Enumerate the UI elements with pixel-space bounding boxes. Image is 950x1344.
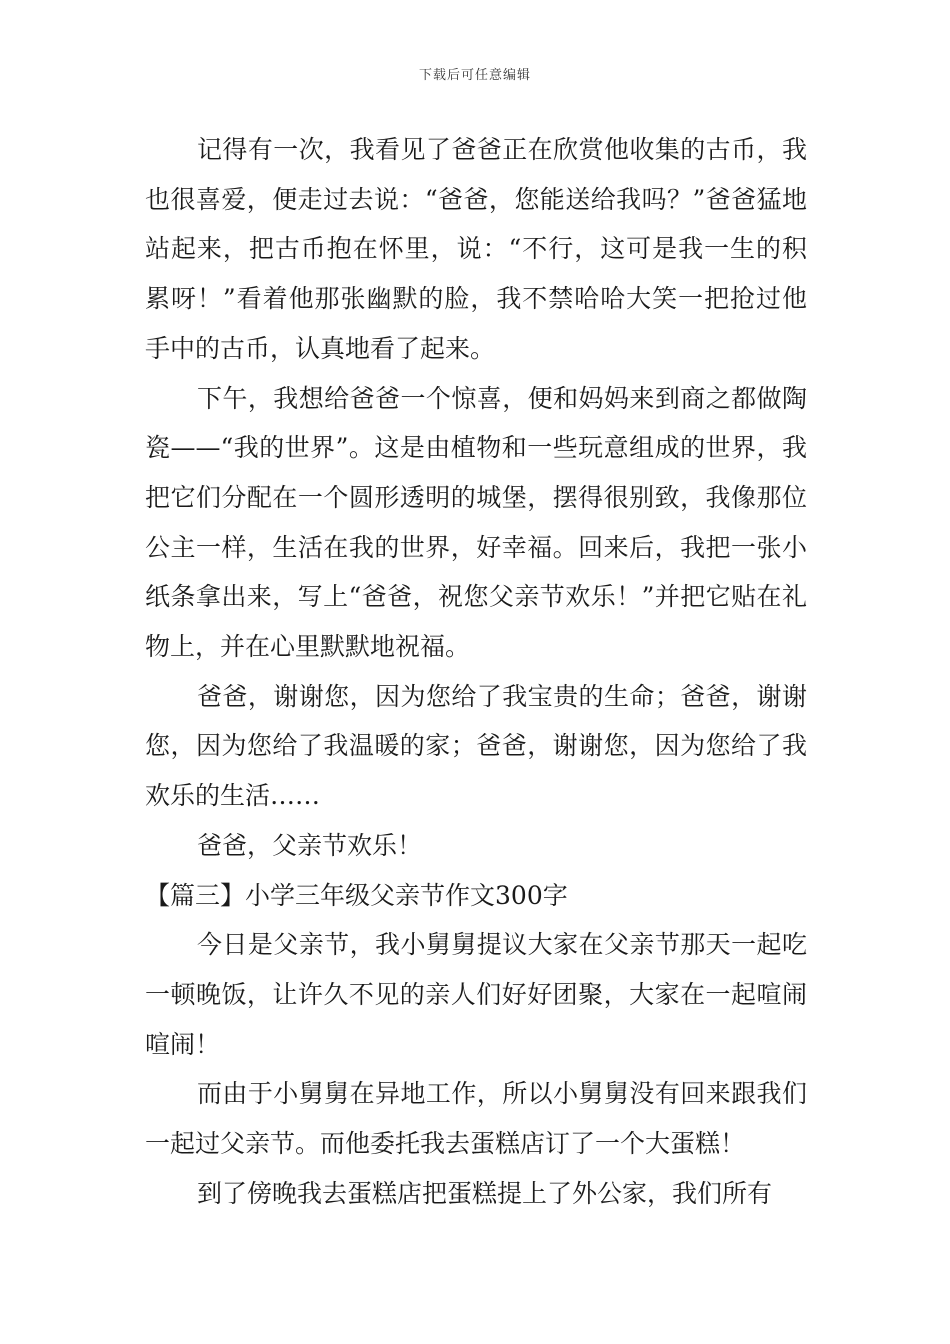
page-header: 下载后可任意编辑 <box>418 68 531 83</box>
section-heading: 【篇三】小学三年级父亲节作文300字 <box>145 880 568 910</box>
paragraph-cake-delivery: 到了傍晚我去蛋糕店把蛋糕提上了外公家，我们所有 <box>197 1178 773 1208</box>
paragraph-happy-fathers-day: 爸爸，父亲节欢乐！ <box>197 830 423 860</box>
paragraph-thank-you: 爸爸，谢谢您，因为您给了我宝贵的生命；爸爸，谢谢您，因为您给了我温暖的家；爸爸，谢谢您，因为您给了我欢乐的生活…… <box>145 681 807 811</box>
paragraph-gift-surprise: 下午，我想给爸爸一个惊喜，便和妈妈来到商之都做陶瓷——“我的世界”。这是由植物和一些玩意组成的世界，我把它们分配在一个圆形透明的城堡，摆得很别致，我像那位公主一样，生活在我的世界，好幸福。回来后，我把一张小纸条拿出来，写上“爸爸，祝您父亲节欢乐！”并把它贴在礼物上，并在心里默默地祝福。 <box>145 383 807 662</box>
paragraph-family-dinner: 今日是父亲节，我小舅舅提议大家在父亲节那天一起吃一顿晚饭，让许久不见的亲人们好好团聚，大家在一起喧闹喧闹！ <box>145 930 807 1059</box>
paragraph-ancient-coins: 记得有一次，我看见了爸爸正在欣赏他收集的古币，我也很喜爱，便走过去说：“爸爸，您能送给我吗？”爸爸猛地站起来，把古币抱在怀里，说：“不行，这可是我一生的积累呀！”看着他那张幽默的脸，我不禁哈哈大笑一把抢过他手中的古币，认真地看了起来。 <box>145 135 807 363</box>
document-body <box>145 125 807 1218</box>
paragraph-uncle-away: 而由于小舅舅在异地工作，所以小舅舅没有回来跟我们一起过父亲节。而他委托我去蛋糕店订了一个大蛋糕！ <box>145 1079 807 1159</box>
